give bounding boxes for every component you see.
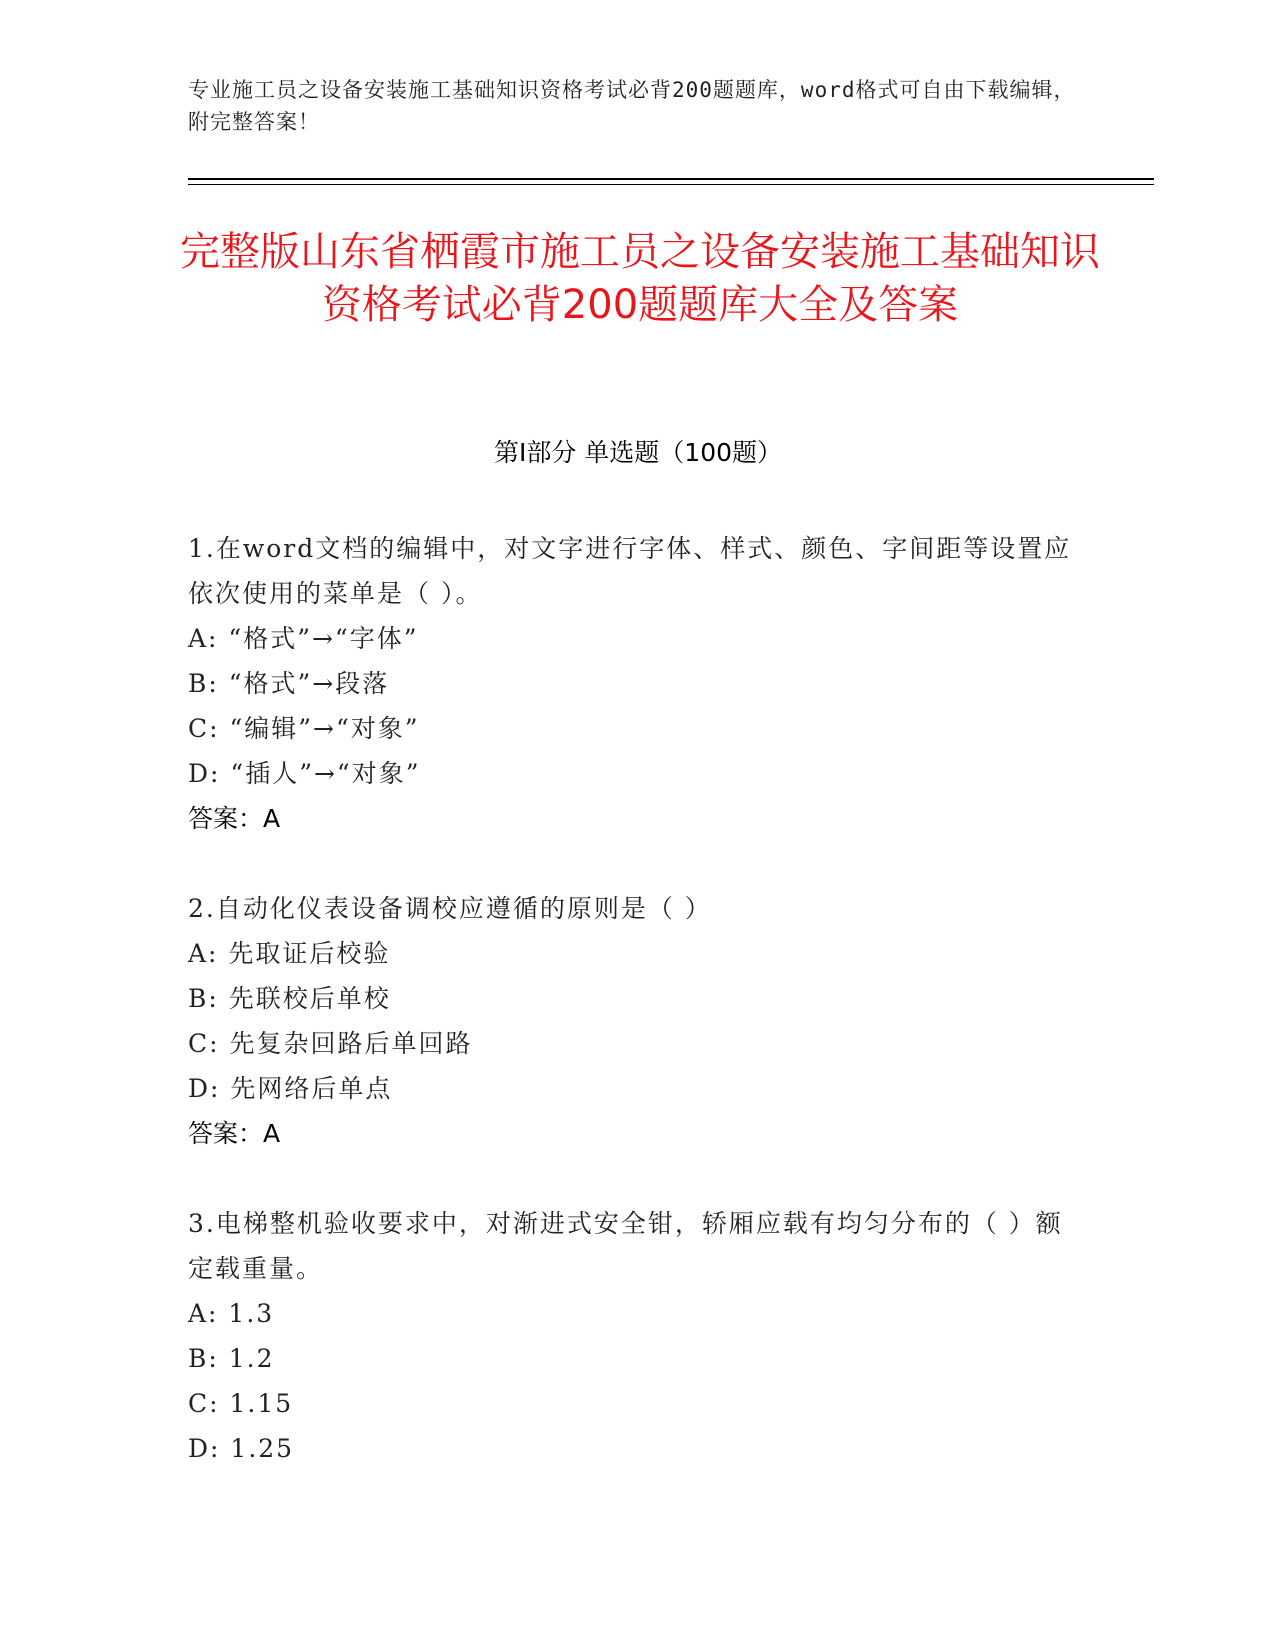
option-d: D: “插人”→“对象” bbox=[188, 759, 421, 788]
header-rule-thin bbox=[188, 184, 1154, 185]
question-spacer bbox=[188, 1156, 1088, 1201]
question-stem: 3.电梯整机验收要求中，对渐进式安全钳，轿厢应载有均匀分布的（ ）额定载重量。 bbox=[188, 1209, 1063, 1283]
header-note: 专业施工员之设备安装施工基础知识资格考试必背200题题库，word格式可自由下载编辑，附完整答案！ bbox=[188, 78, 1076, 134]
option-d: D: 1.25 bbox=[188, 1434, 295, 1463]
question-spacer bbox=[188, 841, 1088, 886]
question-stem: 1.在word文档的编辑中，对文字进行字体、样式、颜色、字间距等设置应依次使用的菜单是（ ）。 bbox=[188, 534, 1072, 608]
question-answer: 答案：A bbox=[188, 1119, 281, 1148]
option-b: B: 先联校后单校 bbox=[188, 984, 391, 1013]
question-1 bbox=[188, 526, 1088, 841]
question-list bbox=[188, 526, 1088, 1471]
option-c: C: 先复杂回路后单回路 bbox=[188, 1029, 473, 1058]
option-a: A: “格式”→“字体” bbox=[188, 624, 419, 653]
option-b: B: 1.2 bbox=[188, 1344, 275, 1373]
question-2 bbox=[188, 886, 1088, 1156]
option-a: A: 1.3 bbox=[188, 1299, 275, 1328]
question-stem: 2.自动化仪表设备调校应遵循的原则是（ ） bbox=[188, 894, 712, 923]
document-title: 完整版山东省栖霞市施工员之设备安装施工基础知识资格考试必背200题题库大全及答案 bbox=[180, 229, 1100, 328]
option-d: D: 先网络后单点 bbox=[188, 1074, 393, 1103]
option-b: B: “格式”→段落 bbox=[188, 669, 390, 698]
option-c: C: 1.15 bbox=[188, 1389, 294, 1418]
option-c: C: “编辑”→“对象” bbox=[188, 714, 420, 743]
option-a: A: 先取证后校验 bbox=[188, 939, 391, 968]
header-rule-thick bbox=[188, 178, 1154, 180]
question-3 bbox=[188, 1201, 1088, 1471]
section-heading: 第I部分 单选题（100题） bbox=[493, 438, 783, 467]
question-answer: 答案：A bbox=[188, 804, 281, 833]
